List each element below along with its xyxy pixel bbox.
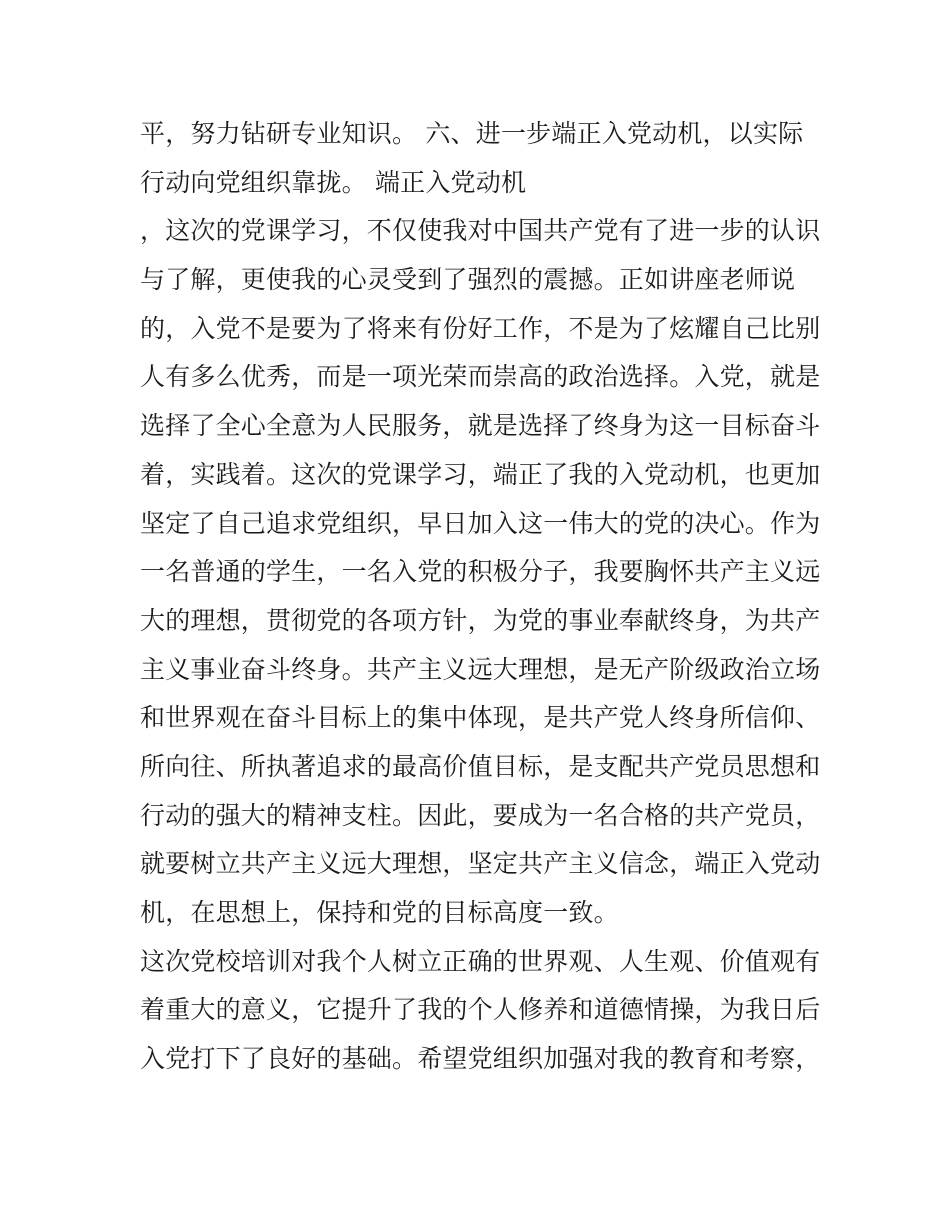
text-line: 大的理想，贯彻党的各项方针，为党的事业奉献终身，为共产	[140, 605, 821, 635]
text-line: 机，在思想上，保持和党的目标高度一致。	[140, 898, 619, 927]
text-line: 入党打下了良好的基础。希望党组织加强对我的教育和考察，	[140, 1044, 821, 1074]
text-line: 着重大的意义，它提升了我的个人修养和道德情操，为我日后	[140, 995, 821, 1025]
text-line: 选择了全心全意为人民服务，就是选择了终身为这一目标奋斗	[140, 411, 821, 441]
text-line: 的，入党不是要为了将来有份好工作，不是为了炫耀自己比别	[140, 313, 821, 343]
text-line: 主义事业奋斗终身。共产主义远大理想，是无产阶级政治立场	[140, 654, 821, 684]
text-line: 平，努力钻研专业知识。 六、进一步端正入党动机，以实际	[140, 119, 804, 148]
text-line: 和世界观在奋斗目标上的集中体现，是共产党人终身所信仰、	[140, 703, 821, 733]
text-line: 这次党校培训对我个人树立正确的世界观、人生观、价值观有	[140, 946, 821, 976]
text-line: 一名普通的学生，一名入党的积极分子，我要胸怀共产主义远	[140, 557, 821, 587]
text-line: 着，实践着。这次的党课学习，端正了我的入党动机，也更加	[140, 459, 821, 489]
text-line: 所向往、所执著追求的最高价值目标，是支配共产党员思想和	[140, 751, 821, 781]
text-line: 行动的强大的精神支柱。因此，要成为一名合格的共产党员，	[140, 800, 821, 830]
text-line: 行动向党组织靠拢。 端正入党动机	[140, 167, 527, 197]
text-line: ，这次的党课学习，不仅使我对中国共产党有了进一步的认识	[140, 216, 821, 246]
body-text	[140, 110, 820, 1084]
text-line: 人有多么优秀，而是一项光荣而崇高的政治选择。入党，就是	[140, 362, 821, 392]
text-line: 坚定了自己追求党组织，早日加入这一伟大的党的决心。作为	[140, 508, 821, 538]
text-line: 与了解，更使我的心灵受到了强烈的震撼。正如讲座老师说	[140, 265, 796, 295]
text-line: 就要树立共产主义远大理想，坚定共产主义信念，端正入党动	[140, 849, 821, 879]
